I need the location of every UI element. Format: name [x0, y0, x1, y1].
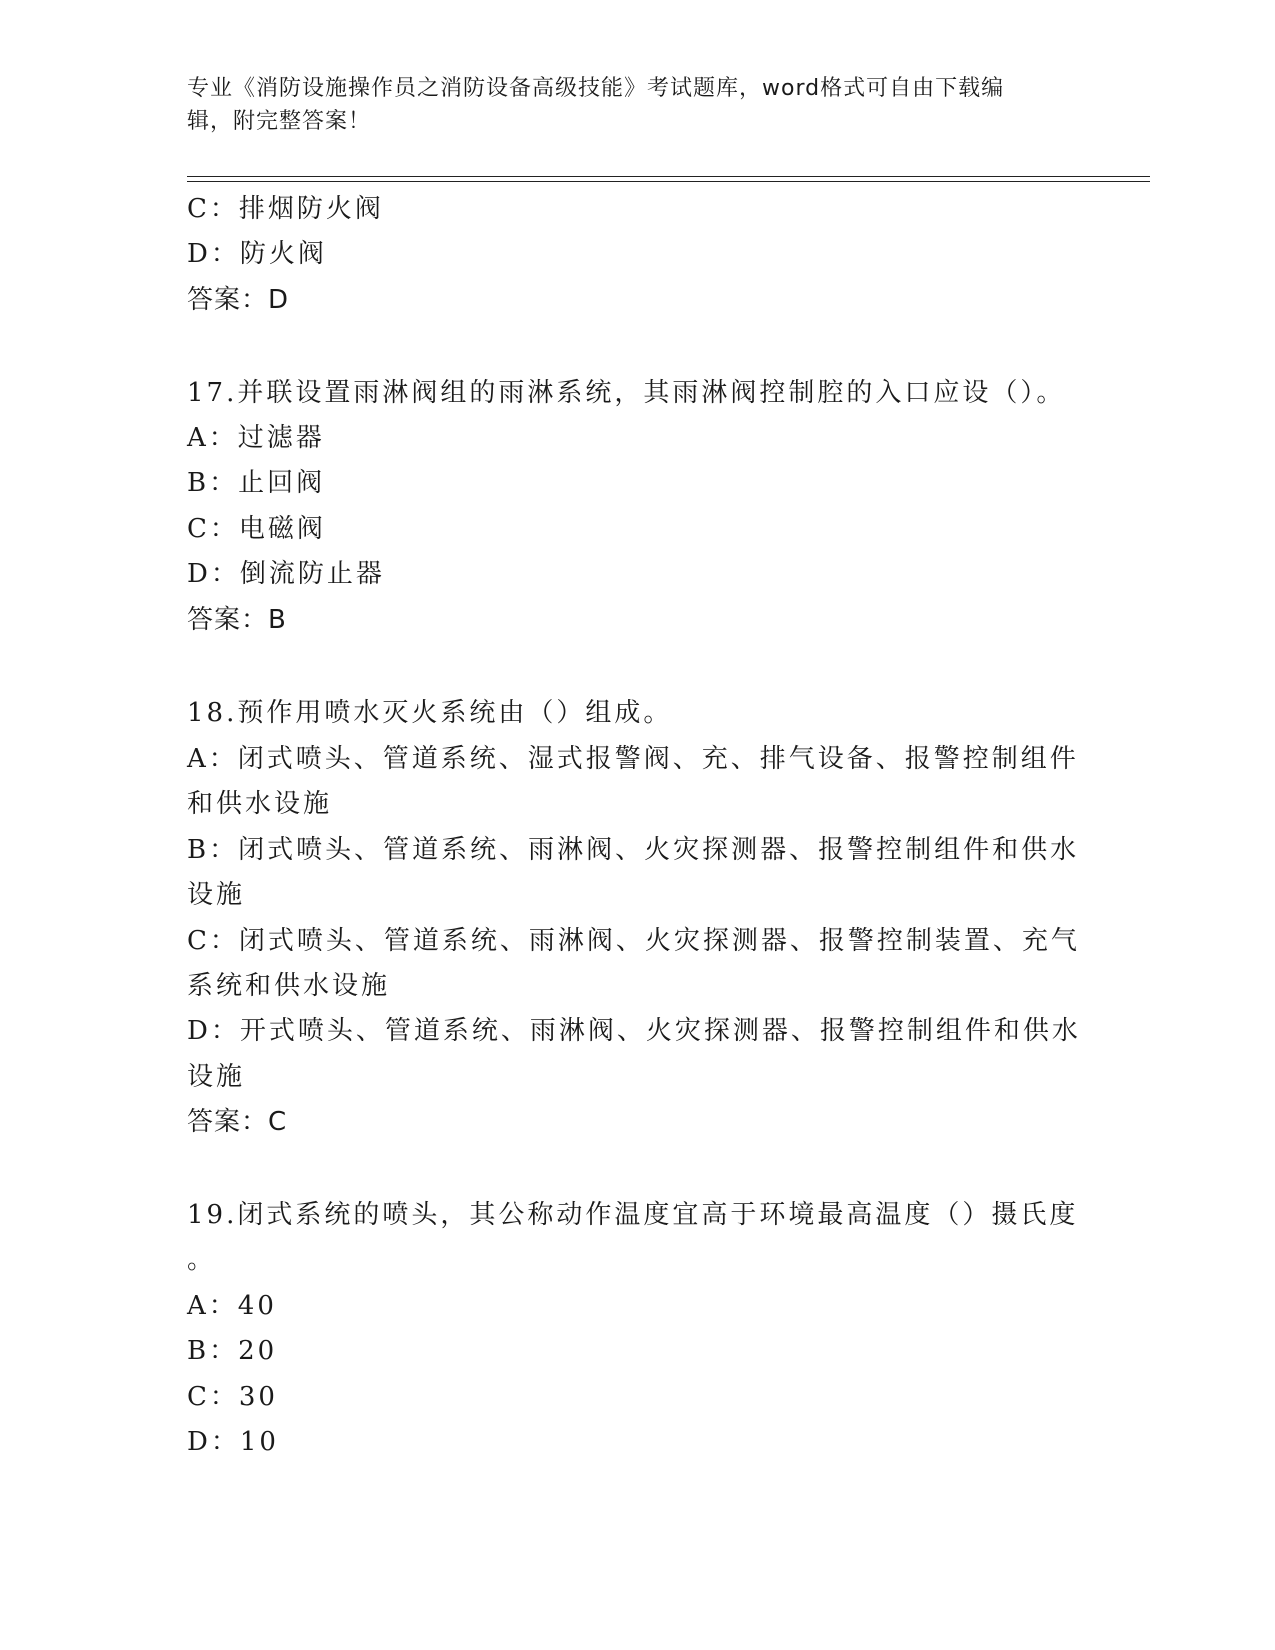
- q19-option-a: A：40: [187, 1291, 277, 1321]
- q18-answer: 答案：C: [187, 1107, 288, 1137]
- q18-option-d-line-2: 设施: [187, 1062, 246, 1092]
- header-divider-bottom: [187, 181, 1150, 182]
- q16-answer: 答案：D: [187, 285, 290, 315]
- q18-option-a-line-1: A：闭式喷头、管道系统、湿式报警阀、充、排气设备、报警控制组件: [187, 744, 1079, 774]
- q19-option-b: B：20: [187, 1336, 278, 1366]
- q18-option-b-line-2: 设施: [187, 880, 246, 910]
- q19-option-c: C：30: [187, 1382, 278, 1412]
- q18-option-c-line-2: 系统和供水设施: [187, 971, 391, 1001]
- q17-answer: 答案：B: [187, 605, 287, 635]
- document-header: [187, 72, 1067, 138]
- q19-option-d: D：10: [187, 1427, 279, 1457]
- q17-option-d: D：倒流防止器: [187, 559, 385, 589]
- q18-option-b-line-1: B：闭式喷头、管道系统、雨淋阀、火灾探测器、报警控制组件和供水: [187, 835, 1080, 865]
- q16-option-d: D：防火阀: [187, 239, 327, 269]
- q17-stem: 17.并联设置雨淋阀组的雨淋系统，其雨淋阀控制腔的入口应设（）。: [187, 378, 1066, 408]
- q16-option-c: C：排烟防火阀: [187, 194, 384, 224]
- q17-option-a: A：过滤器: [187, 423, 325, 453]
- q17-option-c: C：电磁阀: [187, 514, 326, 544]
- q18-option-c-line-1: C：闭式喷头、管道系统、雨淋阀、火灾探测器、报警控制装置、充气: [187, 926, 1080, 956]
- q19-stem-line-1: 19.闭式系统的喷头，其公称动作温度宜高于环境最高温度（）摄氏度: [187, 1200, 1079, 1230]
- q18-option-d-line-1: D：开式喷头、管道系统、雨淋阀、火灾探测器、报警控制组件和供水: [187, 1016, 1081, 1046]
- q18-stem: 18.预作用喷水灭火系统由（）组成。: [187, 698, 673, 728]
- q17-option-b: B：止回阀: [187, 468, 326, 498]
- q18-option-a-line-2: 和供水设施: [187, 789, 333, 819]
- header-line-2: 辑，附完整答案！: [187, 109, 372, 134]
- q19-stem-line-2: 。: [187, 1245, 217, 1275]
- header-line-1: 专业《消防设施操作员之消防设备高级技能》考试题库，word格式可自由下载编: [187, 76, 1005, 101]
- header-divider-top: [187, 176, 1150, 177]
